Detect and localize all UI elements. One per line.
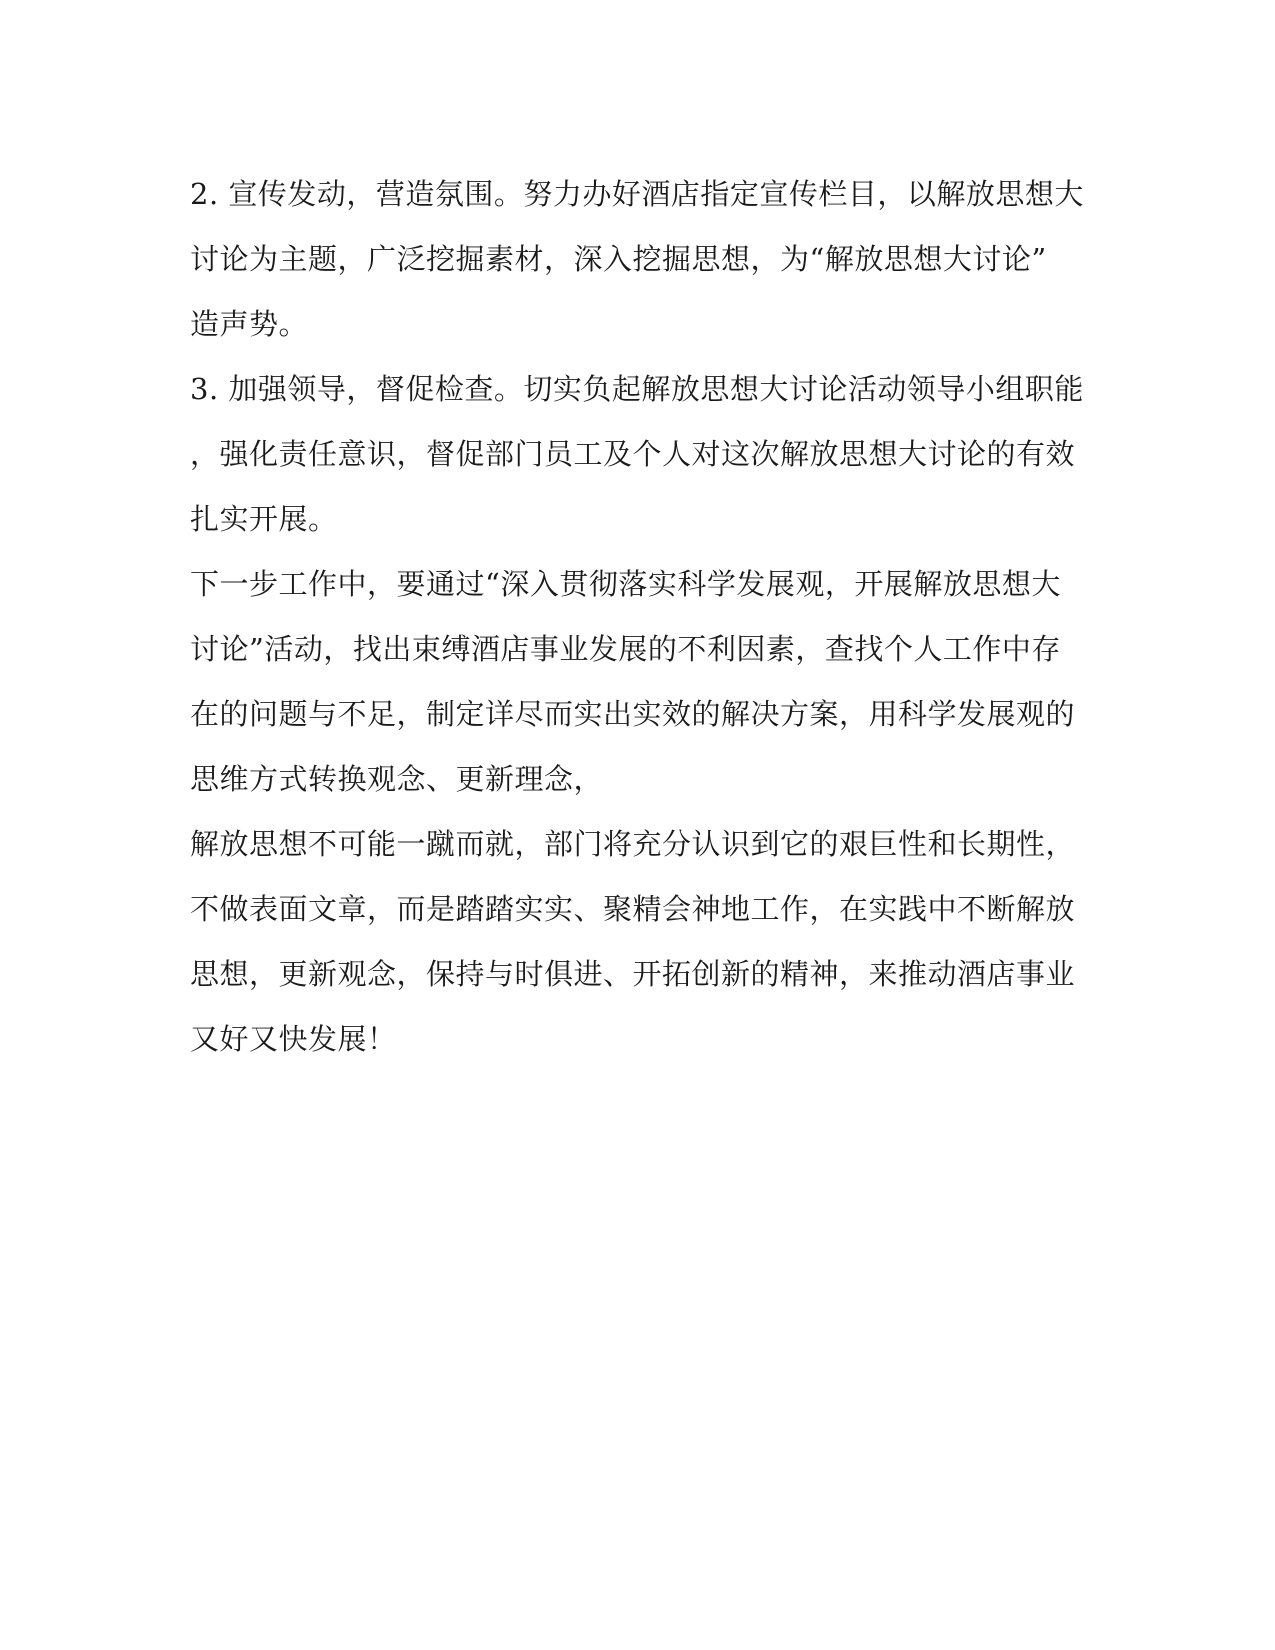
text-line: 思维方式转换观念、更新理念， (190, 762, 604, 796)
text-line: 不做表面文章，而是踏踏实实、聚精会神地工作，在实践中不断解放 (190, 892, 1076, 926)
text-line: ，强化责任意识，督促部门员工及个人对这次解放思想大讨论的有效 (190, 437, 1076, 471)
document-body (190, 162, 1084, 1072)
text-line: 下一步工作中，要通过“深入贯彻落实科学发展观，开展解放思想大 (190, 567, 1061, 601)
text-line: 造声势。 (190, 307, 309, 341)
text-line: 讨论”活动，找出束缚酒店事业发展的不利因素，查找个人工作中存 (190, 632, 1061, 666)
text-line: 解放思想不可能一蹴而就，部门将充分认识到它的艰巨性和长期性， (190, 827, 1076, 861)
text-line: 思想，更新观念，保持与时俱进、开拓创新的精神，来推动酒店事业 (190, 957, 1076, 991)
text-line: 3. 加强领导，督促检查。切实负起解放思想大讨论活动领导小组职能 (190, 372, 1084, 406)
text-line: 扎实开展。 (190, 502, 338, 536)
text-line: 2. 宣传发动，营造氛围。努力办好酒店指定宣传栏目，以解放思想大 (190, 177, 1084, 211)
text-line: 在的问题与不足，制定详尽而实出实效的解决方案，用科学发展观的 (190, 697, 1076, 731)
text-line: 讨论为主题，广泛挖掘素材，深入挖掘思想，为“解放思想大讨论” (190, 242, 1047, 276)
text-line: 又好又快发展！ (190, 1022, 397, 1056)
